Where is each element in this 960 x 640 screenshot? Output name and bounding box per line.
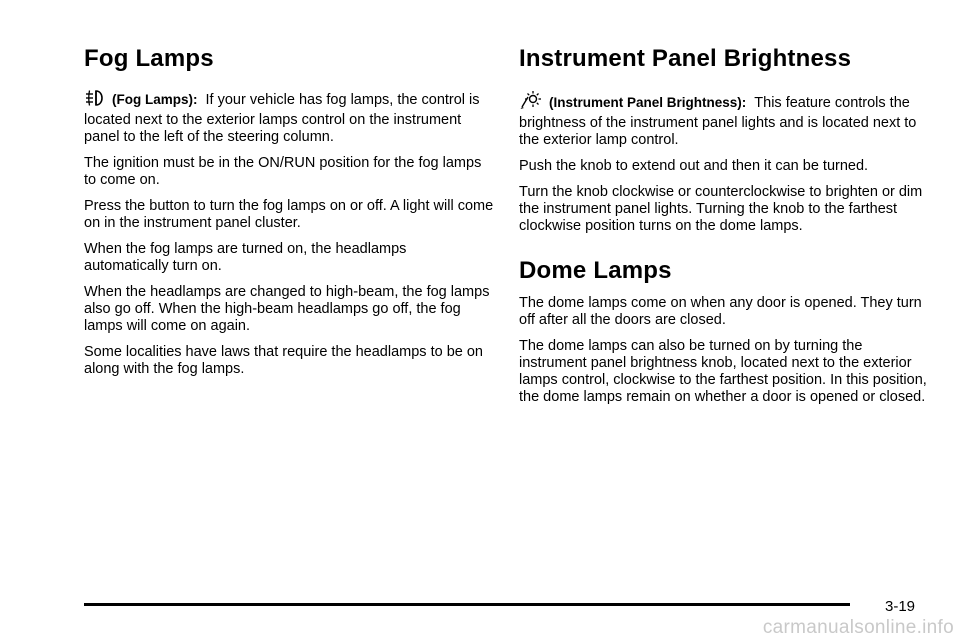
fog-lamps-paragraph-6: Some localities have laws that require the headlamps to be on along with the fog lamps.: [84, 344, 483, 377]
dome-lamps-paragraph-2: The dome lamps can also be turned on by turning the instrument panel brightness knob, located next to the exterior lamps control, clockwise to the farthest position. In this position, the dome lamps remain on whether a door is opened or closed.: [519, 338, 927, 405]
fog-lamps-heading: Fog Lamps: [84, 45, 214, 72]
fog-lamps-paragraph-1-text: If your vehicle has fog lamps, the control is located next to the exterior lamps control on the instrument panel to the left of the steering column.: [84, 92, 480, 145]
fog-lamps-paragraph-1: [84, 89, 494, 146]
fog-lamps-lead: (Fog Lamps):: [112, 92, 198, 107]
fog-lamps-paragraph-4: When the fog lamps are turned on, the headlamps automatically turn on.: [84, 241, 407, 274]
page-number: 3-19: [885, 598, 916, 615]
dome-lamps-heading: Dome Lamps: [519, 257, 672, 284]
instrument-panel-brightness-paragraph-2: Push the knob to extend out and then it can be turned.: [519, 158, 869, 174]
instrument-panel-brightness-paragraph-1: [519, 90, 931, 149]
fog-lamp-icon: [84, 89, 106, 112]
instrument-panel-brightness-paragraph-1-text: This feature controls the brightness of the instrument panel lights and is located next to the exterior lamp control.: [519, 95, 917, 148]
right-column: [519, 0, 931, 415]
dome-lamps-paragraph-1: The dome lamps come on when any door is opened. They turn off after all the doors are closed.: [519, 295, 922, 328]
footer-rule: [84, 603, 850, 606]
instrument-panel-brightness-heading: Instrument Panel Brightness: [519, 45, 852, 72]
fog-lamps-paragraph-5: When the headlamps are changed to high-beam, the fog lamps also go off. When the high-beam headlamps go off, the fog lamps will come on again.: [84, 284, 490, 334]
watermark: carmanualsonline.info: [762, 617, 954, 638]
instrument-panel-brightness-lead: (Instrument Panel Brightness):: [549, 95, 747, 110]
fog-lamps-paragraph-2: The ignition must be in the ON/RUN position for the fog lamps to come on.: [84, 155, 482, 188]
panel-brightness-icon: [519, 90, 543, 115]
fog-lamps-paragraph-3: Press the button to turn the fog lamps on or off. A light will come on in the instrument panel cluster.: [84, 198, 494, 231]
left-column: [84, 0, 494, 387]
instrument-panel-brightness-paragraph-3: Turn the knob clockwise or counterclockwise to brighten or dim the instrument panel lights. Turning the knob to the farthest clockwise position turns on the dome lamps.: [519, 184, 923, 234]
